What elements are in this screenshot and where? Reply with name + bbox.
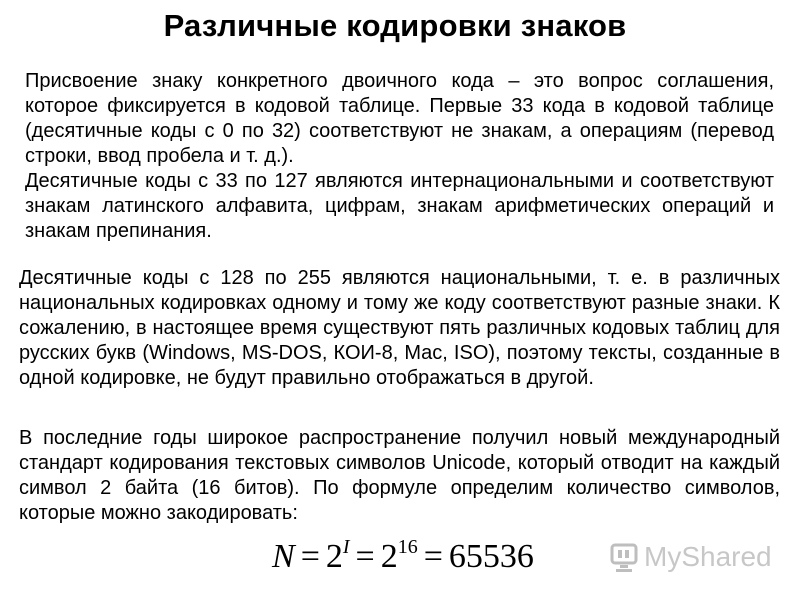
watermark-text: MyShared: [644, 541, 772, 572]
formula-exponent-2: 16: [397, 535, 418, 558]
formula-exponent-1: I: [342, 535, 350, 558]
formula-equals-3: =: [423, 538, 443, 575]
myshared-logo-icon: [610, 541, 640, 573]
formula-base-2: 2: [380, 538, 398, 575]
formula-base-1: 2: [325, 538, 343, 575]
slide-title: Различные кодировки знаков: [163, 8, 627, 43]
paragraph-national-codes: Десятичные коды с 128 по 255 являются национальными, т. е. в различных национальных кодировках одному и тому же коду соответствуют разные знаки. К сожалению, в настоящее время существуют пять различных кодовых таблиц для русских букв (Windows, MS-DOS, КОИ-8, Mac, ISO), поэтому тексты, созданные в одной кодировке, не будут правильно отображаться в другой.: [19, 267, 780, 389]
paragraph-unicode: В последние годы широкое распространение получил новый международный стандарт кодирования текстовых символов Unicode, который отводит на каждый символ 2 байта (16 битов). По формуле определим количество символов, которые можно закодировать:: [19, 427, 780, 524]
formula-result: 65536: [448, 538, 534, 575]
formula-lhs: N: [272, 538, 295, 575]
paragraph-international-codes: Десятичные коды с 33 по 127 являются интернациональными и соответствуют знакам латинского алфавита, цифрам, знакам арифметических операций и знакам препинания.: [25, 170, 774, 242]
paragraph-code-assignment: Присвоение знаку конкретного двоичного кода – это вопрос соглашения, которое фиксируется в кодовой таблице. Первые 33 кода в кодовой таблице (десятичные коды с 0 по 32) соответствуют не знакам, а операциям (перевод строки, ввод пробела и т. д.).: [25, 70, 774, 167]
formula-equals-2: =: [355, 538, 375, 575]
myshared-watermark: [610, 536, 780, 578]
formula-equals-1: =: [300, 538, 320, 575]
unicode-formula: [272, 537, 534, 577]
